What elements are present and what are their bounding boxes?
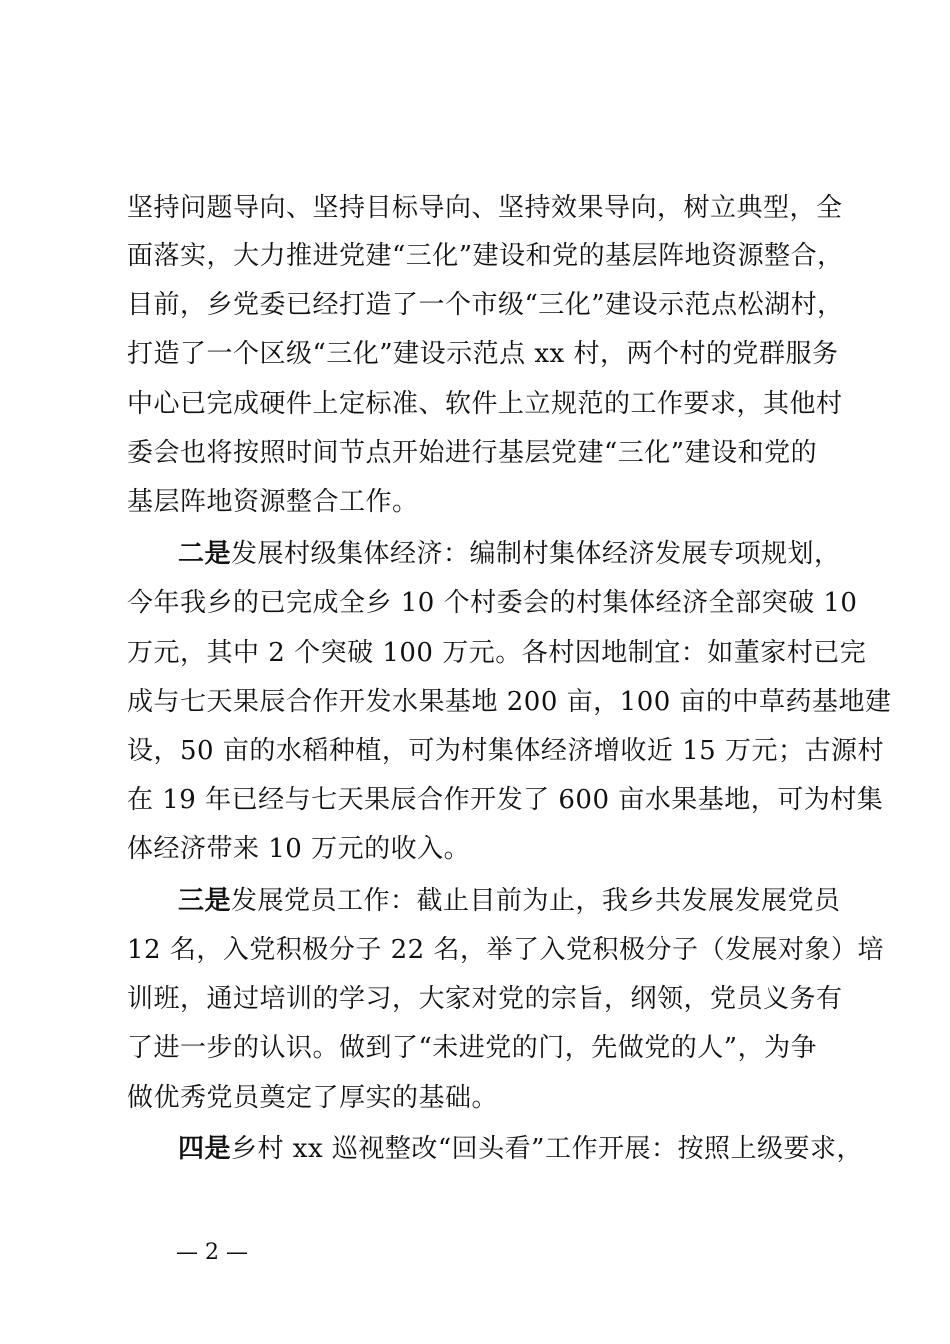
paragraph-2-line-4: 成与七天果辰合作开发水果基地 200 亩，100 亩的中草药基地建 xyxy=(127,687,892,717)
paragraph-2-line-6: 在 19 年已经与七天果辰合作开发了 600 亩水果基地，可为村集 xyxy=(127,785,884,815)
paragraph-2-lead: 二是 xyxy=(178,539,232,569)
paragraph-2-line-1-text: 发展村级集体经济：编制村集体经济发展专项规划， xyxy=(231,539,841,569)
paragraph-2-line-1 xyxy=(178,534,841,574)
paragraph-3-lead: 三是 xyxy=(178,886,232,916)
paragraph-1-line-2: 面落实，大力推进党建“三化”建设和党的基层阵地资源整合， xyxy=(127,241,844,271)
paragraph-1-line-6: 委会也将按照时间节点开始进行基层党建“三化”建设和党的 xyxy=(127,438,818,468)
paragraph-1-line-3: 目前，乡党委已经打造了一个市级“三化”建设示范点松湖村， xyxy=(127,290,844,320)
paragraph-1-line-1: 坚持问题导向、坚持目标导向、坚持效果导向，树立典型，全 xyxy=(127,193,843,223)
paragraph-1-line-5: 中心已完成硬件上定标准、软件上立规范的工作要求，其他村 xyxy=(127,389,843,419)
paragraph-3-line-4: 了进一步的认识。做到了“未进党的门，先做党的人”，为争 xyxy=(127,1033,818,1063)
paragraph-3-line-2: 12 名，入党积极分子 22 名，举了入党积极分子（发展对象）培 xyxy=(127,935,884,965)
paragraph-4-lead: 四是 xyxy=(178,1134,232,1164)
paragraph-3-line-5: 做优秀党员奠定了厚实的基础。 xyxy=(127,1083,499,1113)
paragraph-2-line-2: 今年我乡的已完成全乡 10 个村委会的村集体经济全部突破 10 xyxy=(127,588,858,618)
paragraph-3-line-1-text: 发展党员工作：截止目前为止，我乡共发展发展党员 xyxy=(231,886,841,916)
paragraph-3-line-1 xyxy=(178,881,841,921)
paragraph-1-line-4: 打造了一个区级“三化”建设示范点 xx 村，两个村的党群服务 xyxy=(127,339,839,369)
paragraph-2-line-5: 设，50 亩的水稻种植，可为村集体经济增收近 15 万元；古源村 xyxy=(127,736,884,766)
paragraph-2-line-7: 体经济带来 10 万元的收入。 xyxy=(127,834,471,864)
paragraph-3-line-3: 训班，通过培训的学习，大家对党的宗旨，纲领，党员义务有 xyxy=(127,984,843,1014)
page-number: — 2 — xyxy=(176,1240,248,1265)
paragraph-4-line-1-text: 乡村 xx 巡视整改“回头看”工作开展：按照上级要求， xyxy=(231,1134,863,1164)
paragraph-2-line-3: 万元，其中 2 个突破 100 万元。各村因地制宜：如董家村已完 xyxy=(127,638,867,668)
paragraph-4-line-1 xyxy=(178,1129,863,1169)
paragraph-1-line-7: 基层阵地资源整合工作。 xyxy=(127,487,419,517)
